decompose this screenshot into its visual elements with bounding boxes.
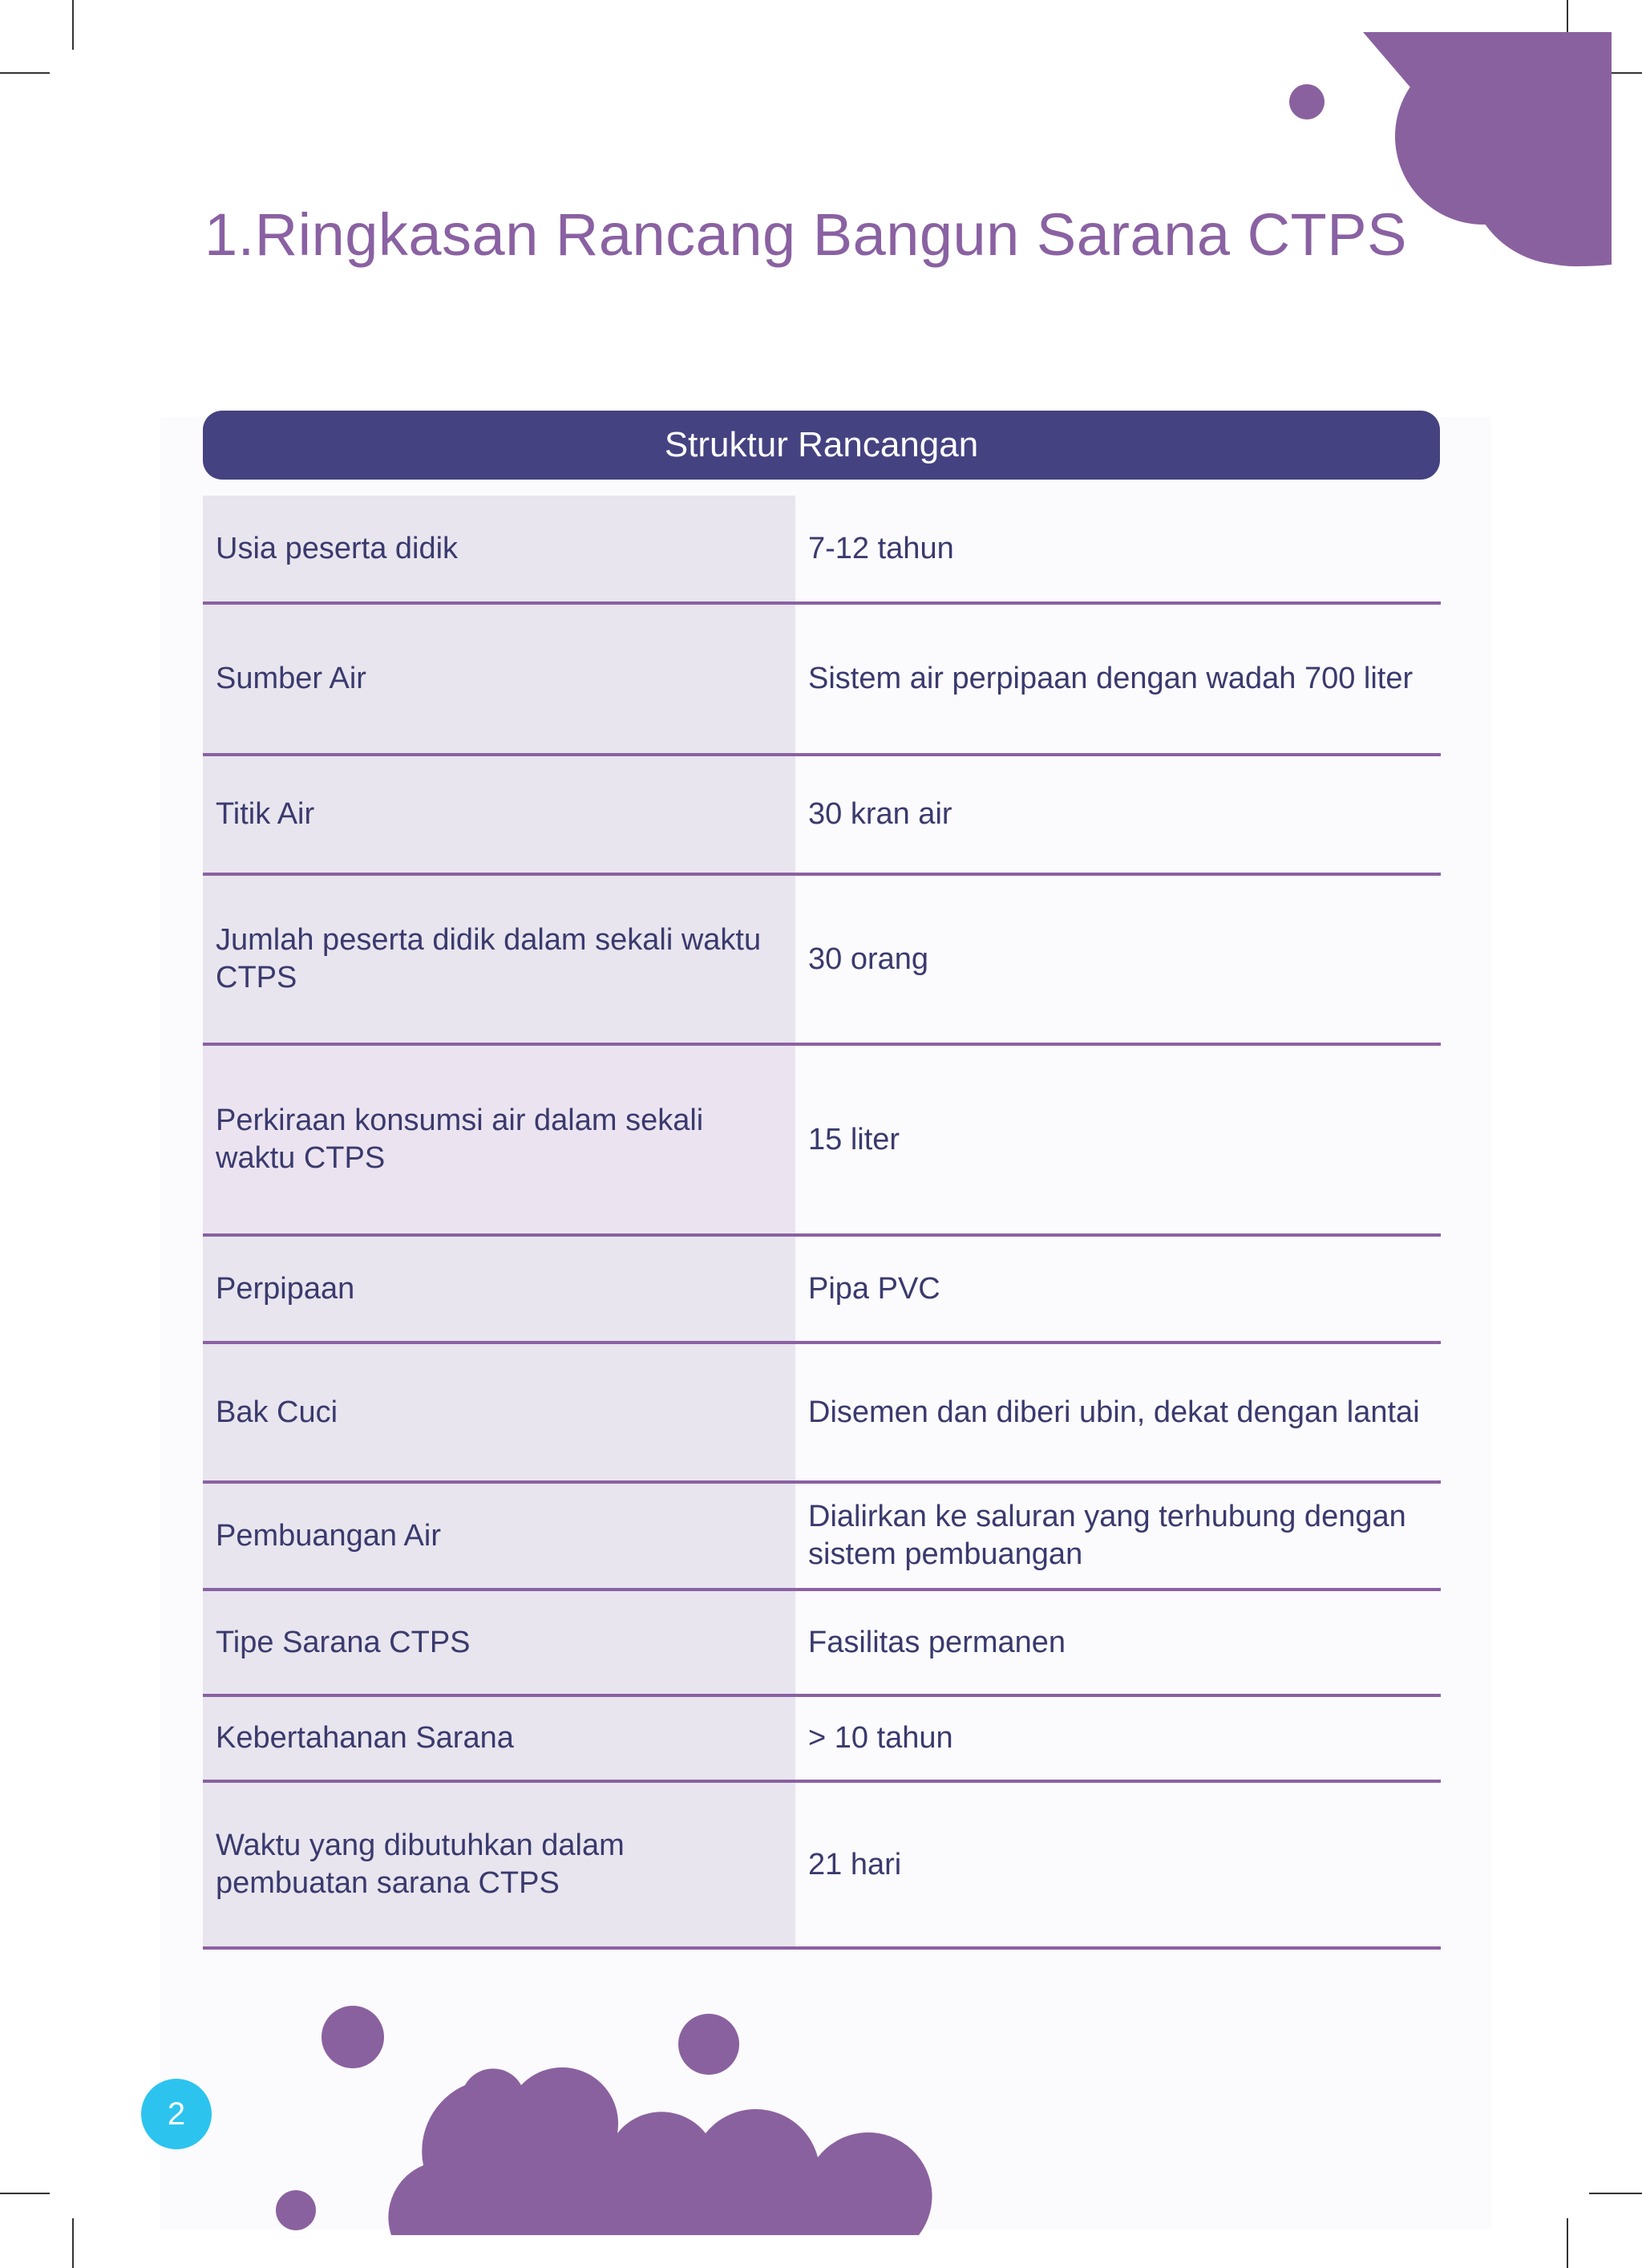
row-label: Waktu yang dibutuhkan dalam pembuatan sarana CTPS [203,1783,795,1946]
table-row [203,496,1441,605]
design-structure-table [203,496,1441,1950]
table-row [203,1046,1441,1237]
row-value: Dialirkan ke saluran yang terhubung dengan sistem pembuangan [808,1500,1406,1571]
row-label: Titik Air [203,756,795,873]
table-row [203,1344,1441,1484]
table-row [203,1484,1441,1591]
table-row [203,756,1441,876]
row-value: Pipa PVC [808,1271,940,1306]
row-value: Sistem air perpipaan dengan wadah 700 liter [808,662,1413,695]
row-value: 21 hari [808,1847,902,1881]
page-number-badge: 2 [141,2079,212,2149]
row-value: 30 orang [808,942,929,976]
page-title: 1.Ringkasan Rancang Bangun Sarana CTPS [204,201,1407,268]
row-label: Sumber Air [203,605,795,753]
crop-mark [0,2193,50,2194]
table-row [203,1237,1441,1344]
row-value: 7-12 tahun [808,531,954,565]
row-value: > 10 tahun [808,1721,953,1755]
row-label: Bak Cuci [203,1344,795,1480]
crop-mark [1589,2193,1642,2194]
row-label: Pembuangan Air [203,1484,795,1588]
row-label: Perkiraan konsumsi air dalam sekali waktu CTPS [203,1046,795,1233]
table-header: Struktur Rancangan [203,411,1440,480]
crop-mark [72,0,74,50]
row-label: Perpipaan [203,1237,795,1341]
table-row [203,1783,1441,1950]
crop-mark [72,2218,74,2268]
row-label: Jumlah peserta didik dalam sekali waktu CTPS [203,876,795,1043]
table-row [203,1591,1441,1697]
crop-mark [1567,2218,1568,2268]
crop-mark [0,72,50,74]
row-label: Usia peserta didik [203,496,795,601]
row-label: Kebertahanan Sarana [203,1697,795,1780]
table-row [203,605,1441,756]
row-label: Tipe Sarana CTPS [203,1591,795,1694]
table-row [203,1697,1441,1783]
row-value: Disemen dan diberi ubin, dekat dengan lantai [808,1395,1420,1429]
decorative-bubble-cluster-bottom [265,1997,938,2238]
row-value: Fasilitas permanen [808,1625,1066,1659]
table-row [203,876,1441,1046]
row-value: 15 liter [808,1122,900,1156]
row-value: 30 kran air [808,797,952,831]
